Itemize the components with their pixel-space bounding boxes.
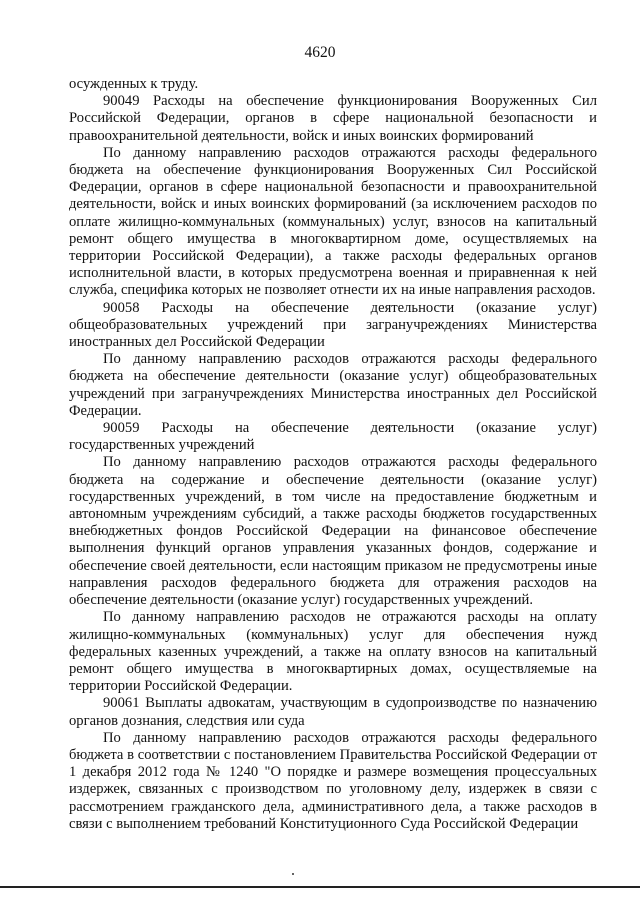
- scan-speck: [292, 873, 294, 875]
- paragraph-90049-description: По данному направлению расходов отражаются расходы федерального бюджета на обеспечение функционирования Вооруженных Сил Российской Федерации, органов в сфере национальной безопасности и правоохранительной деятельности, войск и иных воинских формирований (за исключением расходов по оплате жилищно-коммунальных (коммунальных) услуг, взносов на капитальный ремонт общего имущества в многоквартирном доме, осуществляемых на территории Российской Федерации), а также расходы федеральных органов исполнительной власти, в которых предусмотрена военная и приравненная к ней служба, специфика которых не позволяет отнести их на иные направления расходов.: [69, 144, 597, 299]
- page-bottom-edge: [0, 886, 640, 888]
- section-heading-90058: 90058 Расходы на обеспечение деятельности (оказание услуг) общеобразовательных учреждений при загранучреждениях Министерства иностранных дел Российской Федерации: [69, 299, 597, 351]
- paragraph-90061-description: По данному направлению расходов отражаются расходы федерального бюджета в соответствии с постановлением Правительства Российской Федерации от 1 декабря 2012 года № 1240 "О порядке и размере возмещения процессуальных издержек, связанных с производством по уголовному делу, издержек в связи с рассмотрением гражданского дела, административного дела, а также расходов в связи с выполнением требований Конституционного Суда Российской Федерации: [69, 729, 597, 832]
- section-heading-90059: 90059 Расходы на обеспечение деятельности (оказание услуг) государственных учреждений: [69, 420, 597, 454]
- page-number: 4620: [304, 44, 336, 61]
- section-heading-90049: 90049 Расходы на обеспечение функционирования Вооруженных Сил Российской Федерации, органов в сфере национальной безопасности и правоохранительной деятельности, войск и иных воинских формирований: [69, 93, 597, 144]
- section-heading-90061: 90061 Выплаты адвокатам, участвующим в судопроизводстве по назначению органов дознания, следствия или суда: [69, 695, 597, 729]
- paragraph-continuation: осужденных к труду.: [69, 76, 199, 92]
- paragraph-90059-exclusions: По данному направлению расходов не отражаются расходы на оплату жилищно-коммунальных (коммунальных) услуг для обеспечения нужд федеральных казенных учреждений, а также на оплату взносов на капитальный ремонт общего имущества в многоквартирных домах, осуществляемые на территории Российской Федерации.: [69, 609, 597, 695]
- paragraph-90058-description: По данному направлению расходов отражаются расходы федерального бюджета на обеспечение деятельности (оказание услуг) общеобразовательных учреждений при загранучреждениях Министерства иностранных дел Российской Федерации.: [69, 351, 597, 419]
- document-body: [69, 76, 597, 833]
- paragraph-90059-description: По данному направлению расходов отражаются расходы федерального бюджета на содержание и обеспечение деятельности (оказание услуг) государственных учреждений, в том числе на предоставление бюджетным и автономным учреждениям субсидий, а также расходы бюджетов государственных внебюджетных фондов Российской Федерации на финансовое обеспечение выполнения функций органов управления указанных фондов, содержание и обеспечение своей деятельности, если настоящим приказом не предусмотрены иные направления расходов федерального бюджета для отражения расходов на обеспечение деятельности (оказание услуг) государственных учреждений.: [69, 454, 597, 609]
